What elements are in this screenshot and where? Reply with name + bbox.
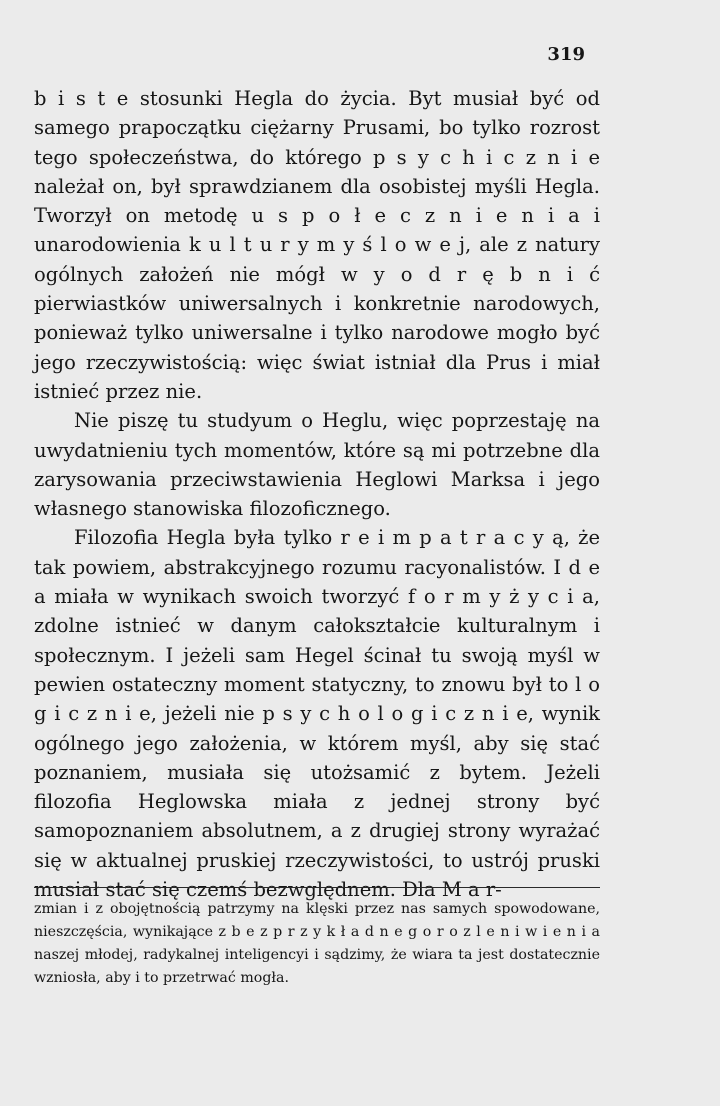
footnote-divider <box>34 887 600 888</box>
page-number: 319 <box>547 44 585 65</box>
paragraph-3: Filozofia Hegla była tylko r e i m p a t r a c y ą, że tak powiem, abstrakcyjnego rozumu racyonalistów. I d e a miała w wynikach swoich tworzyć f o r m y ż y c i a, zdolne istnieć w danym całokształcie kulturalnym i społecznym. I jeżeli sam Hegel ścinał tu swoją myśl w pewien ostateczny moment statyczny, to znowu był to l o g i c z n i e, jeżeli nie p s y c h o l o g i c z n i e, wynik ogólnego jego założenia, w którem myśl, aby się stać poznaniem, musiała się utożsamić z bytem. Jeżeli filozofia Heglowska miała z jednej strony być samopoznaniem absolutnem, a z drugiej strony wyrażać się w aktualnej pruskiej rzeczywistości, to ustrój pruski musiał stać się czemś bezwględnem. Dla M a r- <box>34 526 600 902</box>
footnote: zmian i z obojętnością patrzymy na klęski przez nas samych spowodowane, nieszczęścia, wynikające z b e z p r z y k ł a d n e g o r o z l e n i w i e n i a naszej młodej, radykalnej inteligencyi i sądzimy, że wiara ta jest dostatecznie wzniosła, aby i to przetrwać mogła. <box>34 901 600 986</box>
paragraph-1: b i s t e stosunki Hegla do życia. Byt musiał być od samego prapoczątku ciężarny Prusami, bo tylko rozrost tego społeczeństwa, do którego p s y c h i c z n i e należał on, był sprawdzianem dla osobistej myśli Hegla. Tworzył on metodę u s p o ł e c z n i e n i a i unarodowienia k u l t u r y m y ś l o w e j, ale z natury ogólnych założeń nie mógł w y o d r ę b n i ć pierwiastków uniwersalnych i konkretnie narodowych, ponieważ tylko uniwersalne i tylko narodowe mogło być jego rzeczywistością: więc świat istniał dla Prus i miał istnieć przez nie. <box>34 87 600 403</box>
main-text <box>34 84 600 904</box>
paragraph-2: Nie piszę tu studyum o Heglu, więc poprzestaję na uwydatnieniu tych momentów, które są mi potrzebne dla zarysowania przeciwstawienia Heglowi Marksa i jego własnego stanowiska filozoficznego. <box>34 409 600 521</box>
